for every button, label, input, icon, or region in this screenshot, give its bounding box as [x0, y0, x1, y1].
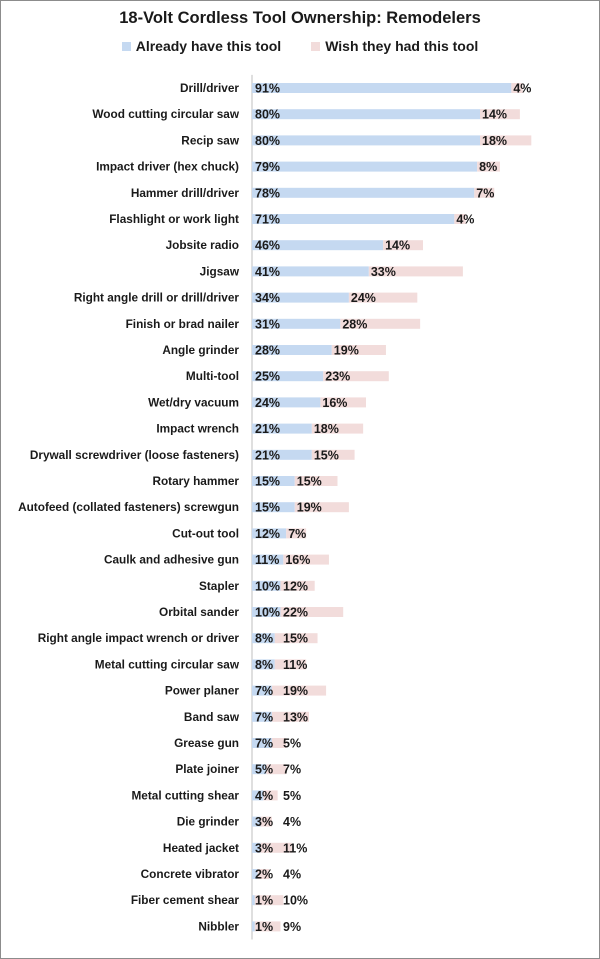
value-label-wish: 4% — [283, 815, 302, 830]
value-label-have: 10% — [255, 579, 281, 594]
value-label-have: 21% — [255, 448, 281, 463]
value-label-have: 80% — [255, 107, 281, 122]
category-label: Wood cutting circular saw — [92, 107, 239, 122]
category-label: Nibbler — [198, 919, 239, 934]
category-label: Metal cutting circular saw — [94, 657, 239, 672]
value-label-wish: 10% — [283, 893, 309, 908]
category-label: Rotary hammer — [152, 474, 239, 488]
bar-have — [252, 109, 480, 119]
value-label-wish: 28% — [342, 317, 368, 332]
value-label-have: 80% — [255, 133, 281, 148]
category-label: Right angle drill or drill/driver — [73, 290, 239, 305]
value-label-have: 79% — [255, 160, 281, 175]
value-label-wish: 14% — [385, 238, 411, 253]
value-label-have: 7% — [255, 710, 274, 725]
value-label-wish: 18% — [482, 133, 508, 148]
value-label-have: 8% — [255, 657, 274, 672]
value-label-have: 3% — [255, 815, 274, 830]
value-label-wish: 4% — [283, 867, 302, 882]
value-label-wish: 4% — [456, 212, 475, 227]
value-label-wish: 15% — [283, 631, 309, 646]
category-label: Flashlight or work light — [109, 212, 239, 226]
value-label-have: 7% — [255, 736, 274, 751]
value-label-have: 12% — [255, 526, 281, 541]
value-label-have: 15% — [255, 474, 281, 489]
bar-have — [252, 186, 474, 201]
category-label: Drywall screwdriver (loose fasteners) — [29, 447, 239, 462]
category-label: Band saw — [183, 709, 239, 724]
value-label-wish: 11% — [283, 841, 308, 856]
value-label-have: 7% — [255, 684, 274, 699]
category-label: Jobsite radio — [165, 238, 239, 253]
category-label: Metal cutting shear — [131, 788, 239, 803]
value-label-wish: 16% — [285, 553, 311, 568]
value-label-wish: 11% — [283, 657, 308, 672]
value-label-have: 24% — [255, 395, 281, 410]
category-label: Angle grinder — [162, 343, 239, 357]
category-label: Multi-tool — [185, 369, 239, 384]
category-label: Jigsaw — [199, 264, 239, 279]
category-label: Autofeed (collated fasteners) screwgun — [18, 500, 239, 515]
value-label-wish: 4% — [513, 81, 532, 96]
value-label-have: 41% — [255, 264, 281, 279]
category-label: Wet/dry vacuum — [148, 395, 239, 410]
value-label-have: 15% — [255, 500, 281, 515]
chart-title: 18-Volt Cordless Tool Ownership: Remodelers — [119, 9, 481, 27]
category-label: Right angle impact wrench or driver — [37, 631, 239, 646]
value-label-wish: 13% — [283, 710, 309, 725]
value-label-have: 46% — [255, 238, 281, 253]
value-label-have: 21% — [255, 422, 281, 437]
category-label: Recip saw — [181, 133, 239, 148]
category-label: Orbital sander — [159, 605, 239, 619]
value-label-wish: 5% — [283, 736, 302, 751]
value-label-have: 71% — [255, 212, 281, 227]
value-label-wish: 23% — [325, 369, 351, 384]
value-label-wish: 9% — [283, 919, 302, 934]
value-label-wish: 7% — [283, 762, 302, 777]
value-label-wish: 19% — [333, 343, 359, 358]
category-label: Hammer drill/driver — [130, 185, 239, 200]
value-label-have: 10% — [255, 605, 281, 620]
value-label-wish: 15% — [313, 448, 339, 463]
value-label-have: 1% — [255, 919, 274, 934]
value-label-have: 1% — [255, 893, 274, 908]
value-label-wish: 24% — [350, 291, 376, 306]
value-label-have: 28% — [255, 343, 281, 358]
value-label-have: 8% — [255, 631, 274, 646]
category-label: Fiber cement shear — [130, 893, 239, 908]
bar-have — [252, 214, 454, 224]
value-label-wish: 19% — [296, 500, 322, 515]
value-label-wish: 16% — [322, 395, 348, 410]
value-label-have: 5% — [255, 762, 274, 777]
value-label-wish: 7% — [288, 526, 307, 541]
category-label: Caulk and adhesive gun — [103, 552, 239, 567]
category-label: Stapler — [199, 578, 239, 593]
value-label-wish: 22% — [283, 605, 309, 620]
value-label-have: 34% — [255, 291, 281, 306]
value-label-wish: 14% — [482, 107, 508, 122]
value-label-have: 3% — [255, 841, 274, 856]
category-label: Die grinder — [176, 814, 239, 829]
value-label-wish: 19% — [283, 684, 309, 699]
category-label: Power planer — [164, 683, 239, 698]
value-label-wish: 8% — [479, 160, 498, 175]
value-label-wish: 12% — [283, 579, 309, 594]
value-label-have: 11% — [255, 553, 280, 568]
category-label: Drill/driver — [179, 81, 239, 95]
value-label-wish: 18% — [313, 422, 339, 437]
category-label: Impact wrench — [156, 421, 239, 436]
category-label: Impact driver (hex chuck) — [96, 159, 239, 174]
value-label-wish: 5% — [283, 788, 302, 803]
legend-label-wish: Wish they had this tool — [325, 38, 479, 54]
category-label: Concrete vibrator — [140, 867, 239, 881]
category-label: Cut-out tool — [172, 526, 239, 541]
value-label-wish: 33% — [370, 264, 396, 279]
category-label: Heated jacket — [162, 840, 239, 855]
value-label-have: 2% — [255, 867, 274, 882]
category-label: Finish or brad nailer — [125, 316, 239, 331]
category-label: Grease gun — [174, 736, 239, 750]
category-label: Plate joiner — [175, 762, 239, 777]
value-label-have: 91% — [255, 81, 281, 96]
bar-have — [252, 160, 477, 175]
bar-have — [252, 135, 480, 145]
legend-label-have: Already have this tool — [135, 38, 282, 54]
value-label-wish: 15% — [296, 474, 322, 489]
value-label-have: 31% — [255, 317, 281, 332]
value-label-have: 25% — [255, 369, 281, 384]
value-label-have: 78% — [255, 186, 281, 201]
value-label-have: 4% — [255, 788, 274, 803]
bar-have — [252, 83, 511, 93]
value-label-wish: 7% — [476, 186, 495, 201]
